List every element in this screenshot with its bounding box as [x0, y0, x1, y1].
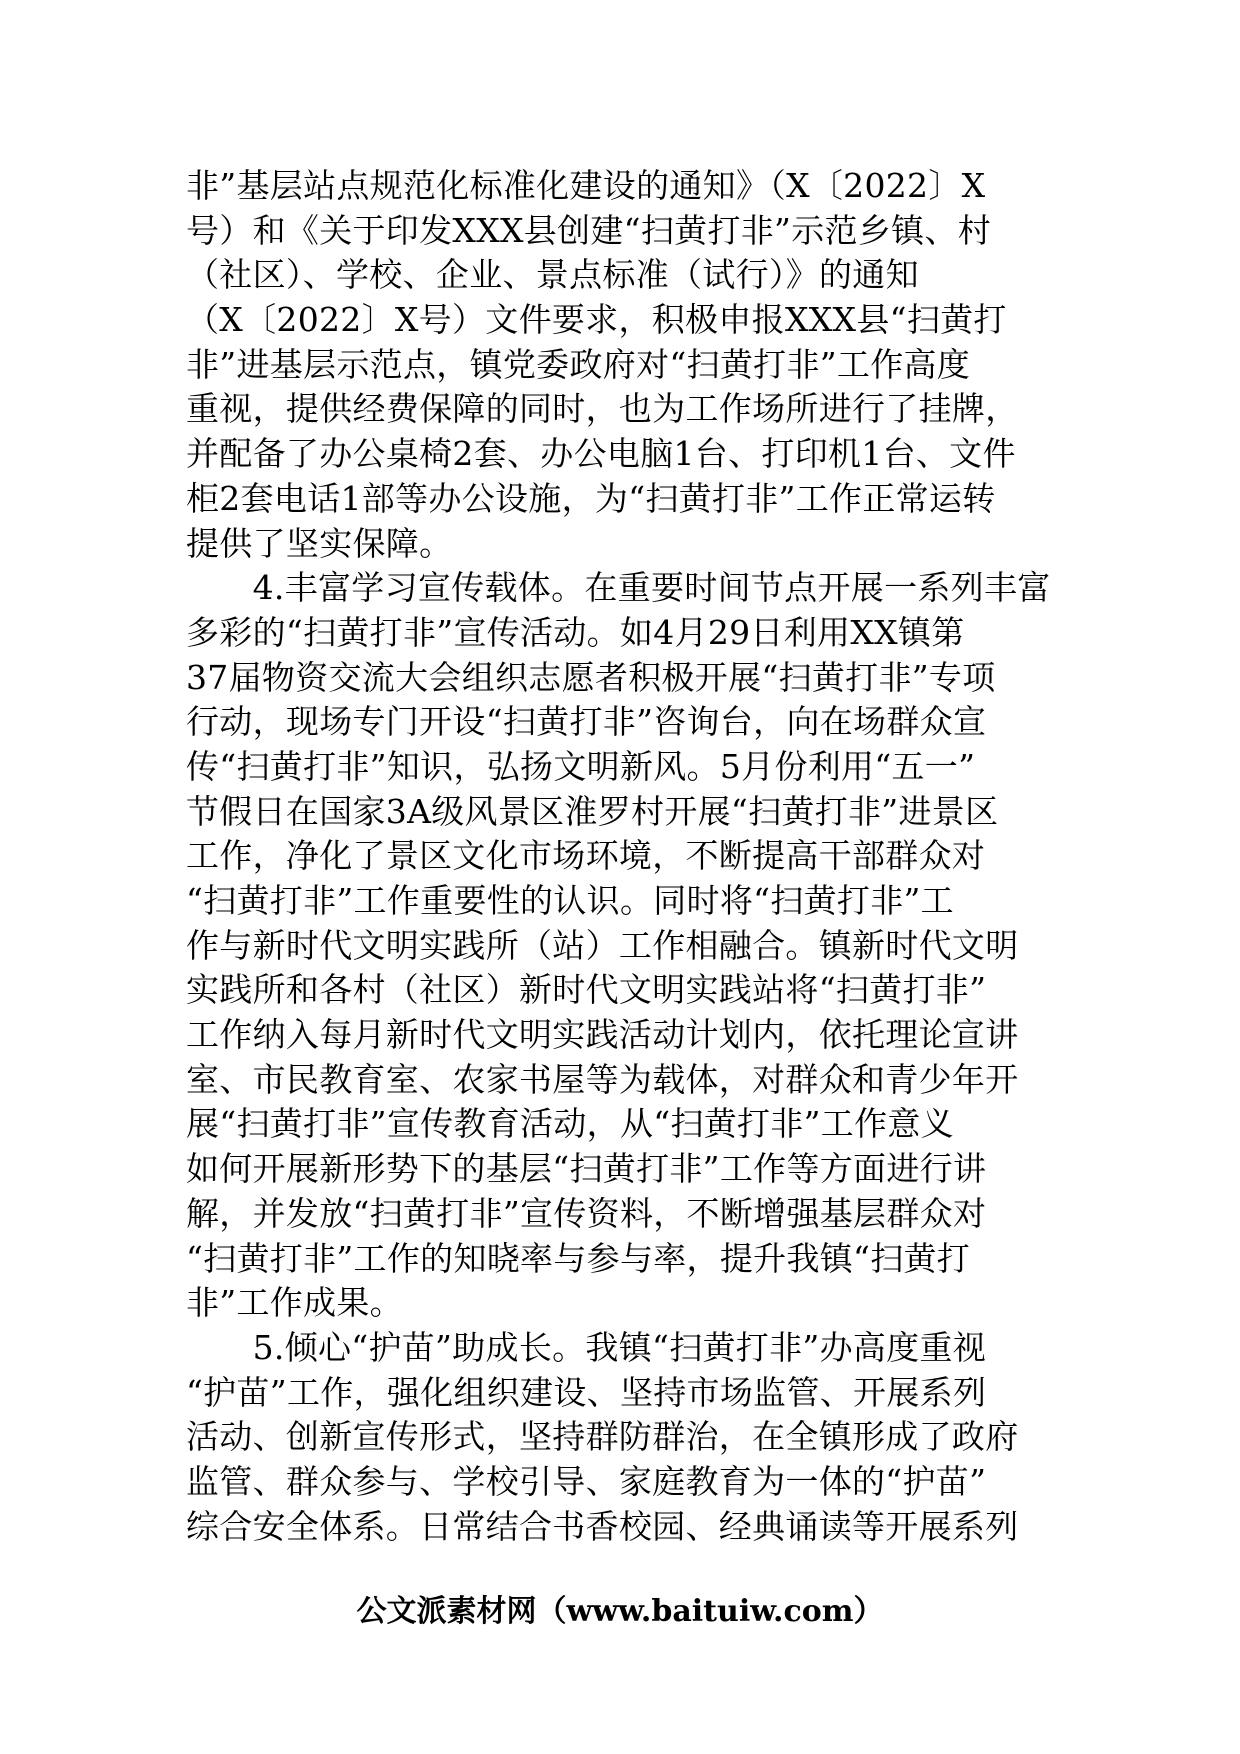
text-line: “护苗”工作，强化组织建设、坚持市场监管、开展系列 — [186, 1372, 987, 1412]
text-line: 并配备了办公桌椅2套、办公电脑1台、打印机1台、文件 — [186, 434, 1016, 474]
text-line: 解，并发放“扫黄打非”宣传资料，不断增强基层群众对 — [186, 1193, 987, 1233]
text-line: “扫黄打非”工作的知晓率与参与率，提升我镇“扫黄打 — [186, 1238, 971, 1278]
text-line: “扫黄打非”工作重要性的认识。同时将“扫黄打非”工 — [186, 881, 954, 920]
watermark-footer: 公文派素材网（www.baituiw.com） — [356, 1594, 884, 1629]
text-line: （社区）、学校、企业、景点标准（试行）》的通知 — [186, 255, 919, 295]
text-line: 号）和《关于印发XXX县创建“扫黄打非”示范乡镇、村 — [186, 210, 992, 250]
text-line: 如何开展新形势下的基层“扫黄打非”工作等方面进行讲 — [186, 1149, 987, 1189]
text-line: 5.倾心“护苗”助成长。我镇“扫黄打非”办高度重视 — [186, 1327, 987, 1367]
text-line: 作与新时代文明实践所（站）工作相融合。镇新时代文明 — [186, 925, 1019, 965]
text-line: 4.丰富学习宣传载体。在重要时间节点开展一系列丰富 — [186, 568, 1051, 608]
text-line: 展“扫黄打非”宣传教育活动，从“扫黄打非”工作意义 — [186, 1104, 954, 1144]
text-line: 工作纳入每月新时代文明实践活动计划内，依托理论宣讲 — [186, 1015, 1019, 1055]
text-line: 室、市民教育室、农家书屋等为载体，对群众和青少年开 — [186, 1059, 1019, 1099]
text-line: 监管、群众参与、学校引导、家庭教育为一体的“护苗” — [186, 1461, 987, 1501]
text-line: 节假日在国家3A级风景区淮罗村开展“扫黄打非”进景区 — [186, 791, 999, 831]
text-line: 37届物资交流大会组织志愿者积极开展“扫黄打非”专项 — [186, 657, 996, 697]
text-line: 重视，提供经费保障的同时，也为工作场所进行了挂牌， — [186, 389, 1019, 429]
text-line: 传“扫黄打非”知识，弘扬文明新风。5月份利用“五一” — [186, 746, 976, 786]
text-line: 非”进基层示范点，镇党委政府对“扫黄打非”工作高度 — [186, 344, 971, 384]
text-line: 多彩的“扫黄打非”宣传活动。如4月29日利用XX镇第 — [186, 612, 965, 652]
text-line: 活动、创新宣传形式，坚持群防群治，在全镇形成了政府 — [186, 1417, 1019, 1457]
text-line: 非”工作成果。 — [186, 1283, 403, 1323]
text-line: 工作，净化了景区文化市场环境，不断提高干部群众对 — [186, 836, 986, 876]
text-line: 行动，现场专门开设“扫黄打非”咨询台，向在场群众宣 — [186, 702, 987, 742]
text-line: 综合安全体系。日常结合书香校园、经典诵读等开展系列 — [186, 1506, 1019, 1546]
text-line: 提供了坚实保障。 — [186, 523, 453, 563]
text-line: （X〔2022〕X号）文件要求，积极申报XXX县“扫黄打 — [186, 300, 1007, 340]
document-body — [186, 164, 1058, 1549]
text-line: 柜2套电话1部等办公设施，为“扫黄打非”工作正常运转 — [186, 478, 996, 518]
text-line: 非”基层站点规范化标准化建设的通知》（X〔2022〕X — [186, 166, 986, 205]
text-line: 实践所和各村（社区）新时代文明实践站将“扫黄打非” — [186, 970, 987, 1010]
